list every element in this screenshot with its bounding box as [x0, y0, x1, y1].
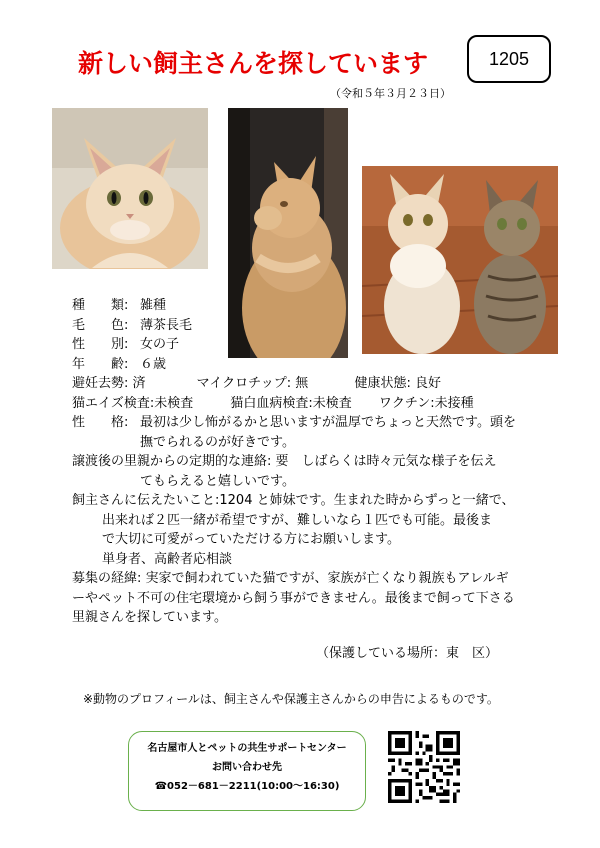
shelter-location: （保護している場所：東 区）	[316, 646, 499, 661]
message-row-3	[72, 530, 542, 550]
phone-number[interactable]: ☎052－681－2211(10:00～16:30)	[154, 781, 340, 792]
spay-value: 済	[132, 376, 146, 391]
vaccine-value: 未接種	[434, 395, 474, 411]
chip-label: マイクロチップ:	[196, 376, 292, 391]
reason-text-1: 実家で飼われていた猫ですが、家族が亡くなり親族もアレルギ	[145, 571, 509, 586]
message-text-1: 1204 と姉妹です。生まれた時からずっと一緒で、	[219, 493, 515, 508]
contact-value: 要 しばらくは時々元気な様子を伝え	[275, 454, 497, 469]
contact-row-2	[72, 472, 542, 492]
personality-text-1: 最初は少し怖がるかと思いますが温厚でちょっと天然です。頭を	[140, 415, 516, 430]
inquiry-label: お問い合わせ先	[212, 762, 282, 773]
message-text-3: で大切に可愛がっていただける方にお願いします。	[102, 532, 400, 547]
message-row	[72, 491, 542, 511]
coat-value: 薄茶長毛	[140, 317, 193, 333]
contact-label: 譲渡後の里親からの定期的な連絡:	[72, 454, 272, 469]
fiv-label: 猫エイズ検査:	[72, 395, 155, 411]
message-text-2: 出来れば２匹一緒が希望ですが、難しいなら１匹でも可能。最後ま	[102, 512, 493, 528]
reason-row	[72, 569, 542, 589]
felv-value: 未検査	[312, 395, 352, 411]
contact-text-2: てもらえると嬉しいです。	[140, 473, 295, 489]
age-row	[72, 355, 542, 375]
chip-value: 無	[295, 376, 309, 391]
tests-row	[72, 394, 542, 414]
sex-row	[72, 335, 542, 355]
fiv-value: 未検査	[154, 395, 194, 411]
qr-code-icon[interactable]	[388, 731, 460, 803]
reason-label: 募集の経緯:	[72, 571, 142, 586]
health-label: 健康状態:	[354, 376, 411, 391]
contact-box	[128, 731, 366, 811]
health-value: 良好	[414, 376, 441, 391]
profile-disclaimer: ※動物のプロフィールは、飼主さんや保護主さんからの申告によるものです。	[83, 692, 499, 706]
message-label: 飼主さんに伝えたいこと:	[72, 493, 220, 508]
species-value: 雑種	[140, 298, 167, 313]
vaccine-label: ワクチン:	[378, 395, 435, 411]
personality-row-2	[72, 433, 542, 453]
species-row	[72, 296, 542, 316]
medical-row	[72, 374, 542, 394]
cream-kitten-face-photo	[52, 108, 208, 269]
reason-text-2: ーやペット不可の住宅環境から飼う事ができません。最後まで飼って下さる	[72, 590, 515, 606]
personality-row	[72, 413, 542, 433]
date-label: （令和５年３月２３日）	[330, 87, 451, 100]
sex-label: 性 別:	[72, 337, 129, 352]
coat-label: 毛 色:	[72, 317, 129, 333]
species-label: 種 類:	[72, 298, 129, 313]
id-number-badge	[467, 35, 551, 83]
sex-value: 女の子	[140, 337, 180, 352]
id-number: 1205	[488, 48, 530, 69]
spay-label: 避妊去勢:	[72, 376, 129, 391]
felv-label: 猫白血病検査:	[230, 395, 313, 411]
age-value: ６歳	[140, 356, 167, 372]
personality-label: 性 格:	[72, 415, 129, 430]
contact-row	[72, 452, 542, 472]
message-row-2	[72, 511, 542, 531]
coat-row	[72, 316, 542, 336]
org-name: 名古屋市人とペットの共生サポートセンター	[147, 743, 347, 754]
profile-section	[72, 296, 542, 628]
page-title: 新しい飼主さんを探しています	[78, 49, 429, 78]
reason-row-3	[72, 608, 542, 628]
message-row-4	[72, 550, 542, 570]
personality-text-2: 撫でられるのが好きです。	[140, 434, 295, 450]
age-label: 年 齢:	[72, 356, 129, 372]
reason-row-2	[72, 589, 542, 609]
message-text-4: 単身者、高齢者応相談	[102, 551, 233, 567]
reason-text-3: 里親さんを探しています。	[72, 610, 227, 625]
